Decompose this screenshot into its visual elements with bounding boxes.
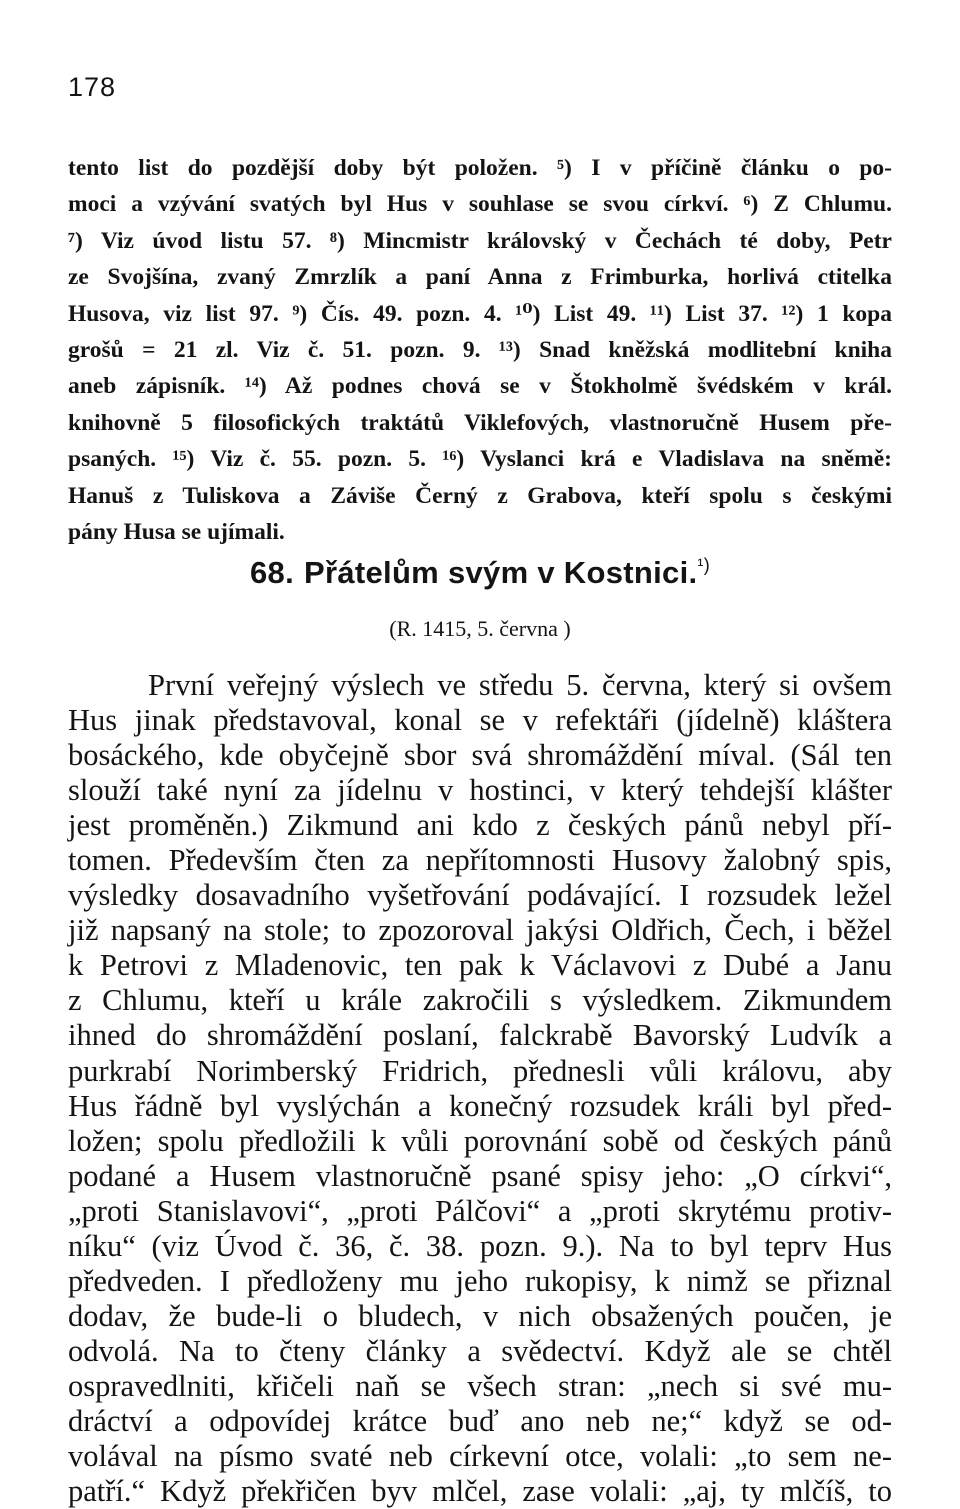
letter-heading xyxy=(0,556,960,590)
footnote-line: ⁷) Viz úvod listu 57. ⁸) Mincmistr královský v Čechách té doby, Petr xyxy=(68,227,892,254)
footnote-line: psaných. ¹⁵) Viz č. 55. pozn. 5. ¹⁶) Vyslanci krá e Vladislava na sněmě: xyxy=(68,446,892,473)
body-line: odvolá. Na to čteny články a svědectví. Když ale se chtěl xyxy=(68,1333,892,1368)
body-line: dodav, že bude-li o bludech, v nich obsažených poučen, je xyxy=(68,1298,892,1333)
body-line: předveden. I předloženy mu jeho rukopisy, k nimž se přiznal xyxy=(68,1263,892,1298)
body-line: volával na písmo svaté neb církevní otce, volali: „to sem ne- xyxy=(68,1439,892,1474)
footnote-line: moci a vzývání svatých byl Hus v souhlase se svou církví. ⁶) Z Chlumu. xyxy=(68,191,892,218)
page-number: 178 xyxy=(68,72,117,102)
letter-title-footnote-marker: ¹) xyxy=(697,555,711,575)
body-line: ihned do shromáždění poslaní, falckrabě Bavorský Ludvík a xyxy=(68,1018,892,1053)
footnote-line: Husova, viz list 97. ⁹) Čís. 49. pozn. 4. ¹⁰) List 49. ¹¹) List 37. ¹²) 1 kopa xyxy=(68,300,892,327)
body-line: První veřejný výslech ve středu 5. června, který si ovšem xyxy=(148,668,892,702)
footnote-line: pány Husa se ujímali. xyxy=(68,519,285,546)
letter-date: (R. 1415, 5. června ) xyxy=(389,616,571,641)
body-text xyxy=(68,668,892,1509)
body-line: „proti Stanislavovi“, „proti Pálčovi“ a „proti skrytému protiv- xyxy=(68,1193,892,1228)
body-line: podané a Husem vlastnoručně psané spisy jeho: „O církvi“, xyxy=(68,1158,892,1193)
body-line: výsledky dosavadního vyšetřování podávající. I rozsudek ležel xyxy=(68,878,892,913)
body-line: ložen; spolu předložili k vůli porovnání sobě od českých pánů xyxy=(68,1123,892,1158)
footnote-line: aneb zápisník. ¹⁴) Až podnes chová se v Štokholmě švédském v král. xyxy=(68,373,892,400)
body-line: tomen. Především čten za nepřítomnosti Husovy žalobný spis, xyxy=(68,843,892,878)
body-line: patří.“ Když překřičen byv mlčel, zase volali: „aj, ty mlčíš, to xyxy=(68,1474,892,1509)
body-line: dráctví a odpovídej krátce buď ano neb ne;“ když se od- xyxy=(68,1403,892,1438)
footnote-line: tento list do pozdější doby být položen. ⁵) I v příčině článku o po- xyxy=(68,155,892,181)
body-line: Hus řádně byl vyslýchán a konečný rozsudek králi byl před- xyxy=(68,1088,892,1123)
letter-title: Přátelům svým v Kostnici. xyxy=(303,555,698,590)
body-line: slouží také nyní za jídelnu v hostinci, v který tehdejší klášter xyxy=(68,773,892,808)
body-line: k Petrovi z Mladenovic, ten pak k Václavovi z Dubé a Janu xyxy=(68,948,892,983)
footnote-line: Hanuš z Tuliskova a Záviše Černý z Grabova, kteří spolu s českými xyxy=(68,482,892,509)
body-line: jest proměněn.) Zikmund ani kdo z českých pánů nebyl pří- xyxy=(68,808,892,843)
footnotes-block xyxy=(68,150,892,550)
letter-number: 68. xyxy=(249,555,294,590)
body-line: ospravedlniti, křičeli naň se všech stran: „nech si své mu- xyxy=(68,1368,892,1403)
footnote-line: knihovně 5 filosofických traktátů Viklefových, vlastnoručně Husem pře- xyxy=(68,409,892,436)
body-line: z Chlumu, kteří u krále zakročili s výsledkem. Zikmundem xyxy=(68,983,892,1018)
footnote-line: ze Svojšína, zvaný Zmrzlík a paní Anna z Frimburka, horlivá ctitelka xyxy=(68,264,892,291)
body-line: bosáckého, kde obyčejně sbor svá shromáždění míval. (Sál ten xyxy=(68,738,892,773)
body-line: níku“ (viz Úvod č. 36, č. 38. pozn. 9.). Na to byl teprv Hus xyxy=(68,1228,892,1263)
body-line: Hus jinak představoval, konal se v refektáři (jídelně) kláštera xyxy=(68,703,892,738)
footnote-line: grošů = 21 zl. Viz č. 51. pozn. 9. ¹³) Snad kněžská modlitební kniha xyxy=(68,337,892,364)
body-line: již napsaný na stole; to zpozoroval jakýsi Oldřich, Čech, i běžel xyxy=(68,913,892,948)
body-line: purkrabí Norimberský Fridrich, přednesli vůli královu, aby xyxy=(68,1053,892,1088)
